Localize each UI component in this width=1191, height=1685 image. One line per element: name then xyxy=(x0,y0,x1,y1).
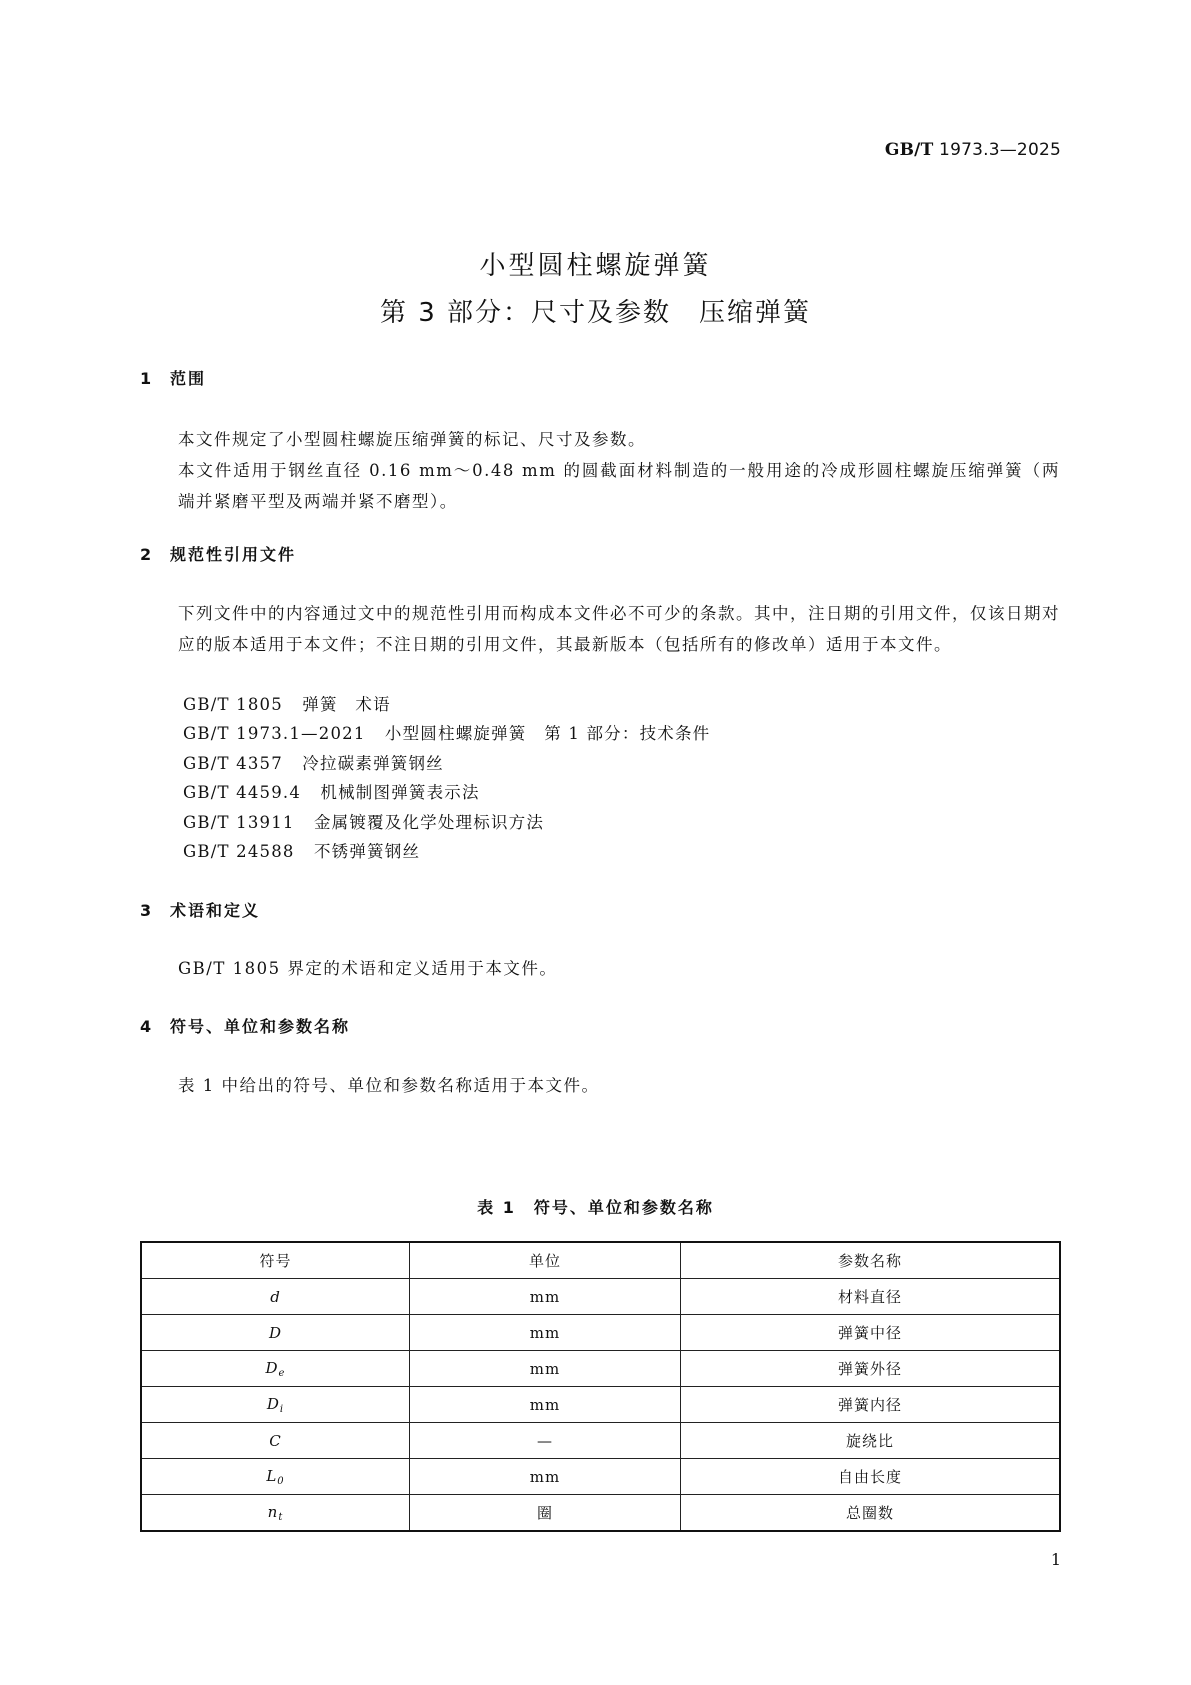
table-row xyxy=(141,1495,1060,1532)
paragraph-text: 下列文件中的内容通过文中的规范性引用而构成本文件必不可少的条款。其中，注日期的引用文件，仅该日期对应的版本适用于本文件；不注日期的引用文件，其最新版本（包括所有的修改单）适用于本文件。 xyxy=(178,604,1060,654)
section-heading-scope xyxy=(140,366,206,389)
reference-name: 不锈弹簧钢丝 xyxy=(313,842,421,861)
symbol-cell xyxy=(141,1495,410,1532)
symbol-subscript: 0 xyxy=(277,1475,285,1487)
paragraph xyxy=(140,598,1060,660)
reference-name: 小型圆柱螺旋弹簧 第 1 部分：技术条件 xyxy=(384,724,711,743)
symbol-subscript: i xyxy=(279,1403,285,1415)
table-header-row xyxy=(141,1242,1060,1279)
symbol: D xyxy=(266,1394,280,1413)
reference-name: 冷拉碳素弹簧钢丝 xyxy=(302,754,444,773)
symbol-cell xyxy=(141,1459,410,1495)
reference-code: GB/T 4357 xyxy=(183,754,283,773)
reference-code: GB/T 24588 xyxy=(183,842,295,861)
symbol-cell xyxy=(141,1423,410,1459)
parameter-name-cell: 弹簧内径 xyxy=(681,1387,1061,1423)
unit-cell: mm xyxy=(410,1315,681,1351)
symbol-cell xyxy=(141,1351,410,1387)
section-heading-normative-references xyxy=(140,542,296,565)
table-header-cell: 参数名称 xyxy=(681,1242,1061,1279)
paragraph xyxy=(140,424,1060,517)
section-number: 2 xyxy=(140,545,154,564)
symbol: n xyxy=(267,1502,279,1521)
reference-code: GB/T 1973.1—2021 xyxy=(183,724,366,743)
section-number: 1 xyxy=(140,369,154,388)
standard-prefix: GB/T xyxy=(884,140,934,160)
section-number: 4 xyxy=(140,1017,154,1036)
parameter-name-cell: 旋绕比 xyxy=(681,1423,1061,1459)
reference-item xyxy=(183,809,544,833)
paragraph xyxy=(140,953,1060,984)
reference-item xyxy=(183,720,710,744)
table-header-cell: 符号 xyxy=(141,1242,410,1279)
unit-cell: — xyxy=(410,1423,681,1459)
table-caption: 表 1 符号、单位和参数名称 xyxy=(477,1198,714,1217)
paragraph-text: 本文件规定了小型圆柱螺旋压缩弹簧的标记、尺寸及参数。 xyxy=(178,430,646,449)
symbol: D xyxy=(265,1358,279,1377)
unit-cell: 圈 xyxy=(410,1495,681,1532)
symbol-cell xyxy=(141,1387,410,1423)
paragraph xyxy=(140,1070,1060,1101)
section-title: 术语和定义 xyxy=(170,901,261,920)
reference-code: GB/T 13911 xyxy=(183,813,295,832)
standard-code xyxy=(885,140,1061,160)
table-row xyxy=(141,1351,1060,1387)
parameter-name-cell: 总圈数 xyxy=(681,1495,1061,1532)
reference-name: 弹簧 术语 xyxy=(302,695,391,714)
table-header-cell: 单位 xyxy=(410,1242,681,1279)
reference-name: 机械制图弹簧表示法 xyxy=(320,783,480,802)
table-row xyxy=(141,1315,1060,1351)
symbols-table xyxy=(140,1241,1061,1532)
table-row xyxy=(141,1423,1060,1459)
paragraph-text: 本文件适用于钢丝直径 0.16 mm～0.48 mm 的圆截面材料制造的一般用途的冷成形圆柱螺旋压缩弹簧（两端并紧磨平型及两端并紧不磨型）。 xyxy=(178,461,1060,511)
standard-number: 1973.3—2025 xyxy=(939,140,1061,160)
symbol-cell xyxy=(141,1279,410,1315)
reference-item xyxy=(183,691,391,715)
table-row xyxy=(141,1279,1060,1315)
reference-item xyxy=(183,838,420,862)
symbol: L xyxy=(266,1466,278,1485)
paragraph-text: 表 1 中给出的符号、单位和参数名称适用于本文件。 xyxy=(178,1076,600,1095)
section-number: 3 xyxy=(140,901,154,920)
reference-name: 金属镀覆及化学处理标识方法 xyxy=(313,813,545,832)
unit-cell: mm xyxy=(410,1279,681,1315)
reference-code: GB/T 1805 xyxy=(183,695,283,714)
section-heading-symbols xyxy=(140,1014,350,1037)
parameter-name-cell: 自由长度 xyxy=(681,1459,1061,1495)
section-title: 符号、单位和参数名称 xyxy=(170,1017,351,1036)
table-row xyxy=(141,1387,1060,1423)
symbol-subscript: t xyxy=(278,1511,284,1523)
paragraph-text: GB/T 1805 界定的术语和定义适用于本文件。 xyxy=(178,959,558,978)
reference-item xyxy=(183,750,444,774)
parameter-name-cell: 弹簧中径 xyxy=(681,1315,1061,1351)
section-title: 范围 xyxy=(170,369,207,388)
reference-code: GB/T 4459.4 xyxy=(183,783,302,802)
document-title: 小型圆柱螺旋弹簧 xyxy=(479,251,712,281)
parameter-name-cell: 材料直径 xyxy=(681,1279,1061,1315)
table-row xyxy=(141,1459,1060,1495)
symbol: C xyxy=(269,1431,282,1450)
reference-item xyxy=(183,779,480,803)
document-subtitle: 第 3 部分：尺寸及参数 压缩弹簧 xyxy=(379,298,812,328)
parameter-name-cell: 弹簧外径 xyxy=(681,1351,1061,1387)
symbol-cell xyxy=(141,1315,410,1351)
page-number: 1 xyxy=(1050,1550,1061,1569)
unit-cell: mm xyxy=(410,1459,681,1495)
unit-cell: mm xyxy=(410,1351,681,1387)
section-heading-terms xyxy=(140,898,260,921)
section-title: 规范性引用文件 xyxy=(170,545,297,564)
symbol: D xyxy=(268,1323,283,1342)
unit-cell: mm xyxy=(410,1387,681,1423)
symbol: d xyxy=(270,1287,281,1306)
symbol-subscript: e xyxy=(278,1367,286,1379)
